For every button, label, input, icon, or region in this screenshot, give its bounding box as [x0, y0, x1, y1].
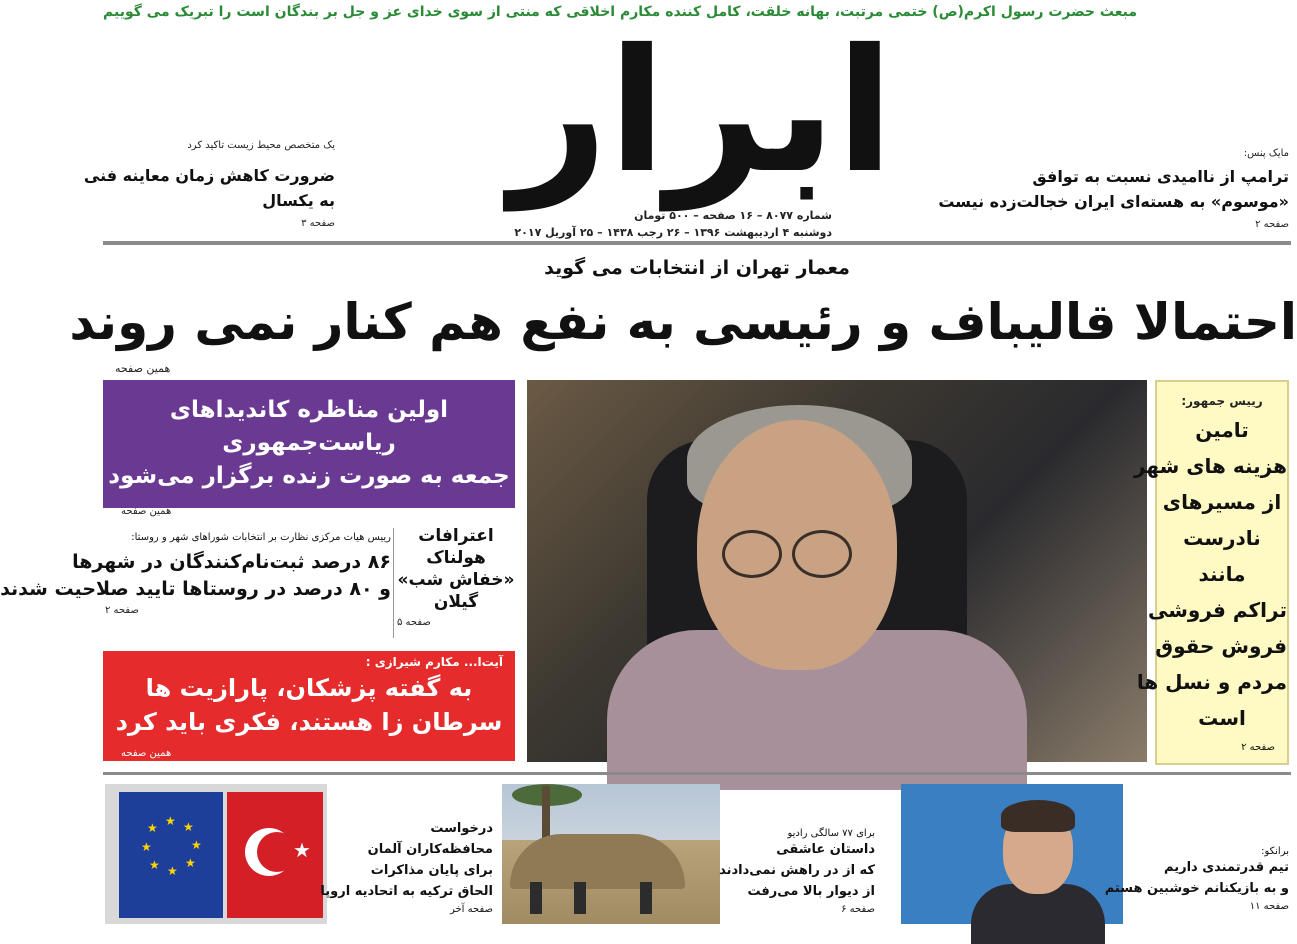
side-left-headline-1: ضرورت کاهش زمان معاینه فنی — [83, 166, 335, 185]
president-quote-text — [1133, 415, 1287, 733]
parasite-kicker: آیت‌ا... مکارم شیرازی : — [365, 655, 503, 669]
quote-line: تامین — [1195, 418, 1249, 442]
branko-page: صفحه ۱۱ — [1249, 901, 1289, 912]
confessions-line: اعترافات — [418, 526, 494, 546]
svg-text:ابرار: ابرار — [510, 13, 894, 211]
side-right-headline-2: «موسوم» به هسته‌ای ایران خجالت‌زده نیست — [938, 192, 1289, 211]
president-quote-page: صفحه ۲ — [1241, 742, 1275, 753]
parasite-line: به گفته پزشکان، پارازیت ها — [145, 674, 473, 702]
side-left-page: صفحه ۳ — [301, 218, 335, 229]
turkey-line: برای پایان مذاکرات — [370, 863, 493, 878]
quote-line: مردم و نسل ها — [1136, 670, 1287, 694]
quote-line: فروش حقوق — [1155, 634, 1287, 658]
turkey-line: محافظه‌کاران آلمان — [367, 842, 493, 857]
confessions-line: «خفاش شب» — [397, 570, 515, 590]
side-story-right[interactable] — [938, 148, 1289, 230]
quote-line: است — [1198, 706, 1246, 730]
side-right-kicker: مایک پنس: — [1243, 148, 1289, 159]
radio-kicker: برای ۷۷ سالگی رادیو — [787, 828, 875, 839]
registration-line: و ۸۰ درصد در روستاها تایید صلاحیت شدند — [0, 578, 391, 600]
debate-page: همین صفحه — [121, 506, 172, 517]
radio-photo — [502, 784, 720, 924]
coach-photo — [901, 784, 1123, 924]
registration-story[interactable] — [0, 532, 391, 616]
parasite-page: همین صفحه — [121, 748, 172, 759]
president-quote-label: رییس جمهور: — [1181, 394, 1263, 408]
parasite-box[interactable] — [103, 651, 515, 761]
registration-line: ۸۶ درصد ثبت‌نام‌کنندگان در شهرها — [72, 551, 391, 573]
president-quote-box[interactable] — [1133, 380, 1289, 765]
turkey-line: درخواست — [430, 821, 493, 836]
quote-line: هزینه های شهر — [1133, 454, 1287, 478]
confessions-page: صفحه ۵ — [397, 617, 431, 628]
side-left-headline-2: به یکسال — [262, 191, 335, 210]
quote-line: نادرست — [1183, 526, 1261, 550]
lead-kicker: معمار تهران از انتخابات می گوید — [544, 257, 850, 279]
header-divider — [103, 241, 1291, 245]
lead-page: همین صفحه — [115, 362, 171, 375]
debate-line: اولین مناظره کاندیداهای — [169, 397, 449, 423]
parasite-line: سرطان زا هستند، فکری باید کرد — [115, 708, 503, 736]
confessions-line: گیلان — [433, 592, 479, 612]
radio-line: که از در راهش نمی‌دادند — [719, 863, 875, 878]
radio-story[interactable] — [719, 828, 875, 915]
quote-line: مانند — [1198, 562, 1246, 586]
side-story-left[interactable] — [83, 140, 335, 229]
side-right-headline-1: ترامپ از ناامیدی نسبت به توافق — [1032, 167, 1289, 186]
column-divider — [393, 528, 394, 638]
side-right-page: صفحه ۲ — [1255, 219, 1289, 230]
registration-kicker: رییس هیات مرکزی نظارت بر انتخابات شوراهای شهر و روستا: — [131, 532, 391, 543]
debate-line: جمعه به صورت زنده برگزار می‌شود — [108, 463, 510, 489]
debate-box[interactable] — [103, 380, 515, 508]
turkey-line: الحاق ترکیه به اتحادیه اروپا — [320, 884, 493, 899]
issue-date: دوشنبه ۴ اردیبهشت ۱۳۹۶ – ۲۶ رجب ۱۴۳۸ – ۲۵ آوریل ۲۰۱۷ — [514, 226, 832, 239]
branko-kicker: برانکو: — [1261, 846, 1289, 857]
registration-page: صفحه ۲ — [105, 605, 139, 616]
confessions-story[interactable] — [397, 525, 515, 628]
debate-line: ریاست‌جمهوری — [222, 430, 396, 456]
bottom-divider — [103, 772, 1291, 775]
issue-line-1: شماره ۸۰۷۷ – ۱۶ صفحه – ۵۰۰ تومان — [634, 209, 832, 222]
side-left-kicker: یک متخصص محیط زیست تاکید کرد — [187, 140, 335, 151]
branko-line: و به بازیکنانم خوشبین هستم — [1104, 881, 1289, 896]
quote-line: از مسیرهای — [1162, 490, 1282, 514]
branko-story[interactable] — [1104, 846, 1289, 912]
turkey-eu-story[interactable] — [320, 818, 493, 915]
radio-line: داستان عاشقی — [776, 842, 875, 857]
confessions-line: هولناک — [426, 548, 486, 568]
top-banner: مبعث حضرت رسول اکرم(ص) ختمی مرتبت، بهانه خلقت، کامل کننده مکارم اخلاقی که منتی از سوی خدای عز و جل بر بندگان است را تبریک می گوییم — [103, 4, 1137, 20]
lead-photo — [527, 380, 1147, 762]
flags-photo: ★ ★ ★ ★ ★ ★ ★ ★ ★ — [105, 784, 327, 924]
radio-page: صفحه ۶ — [841, 904, 875, 915]
lead-headline[interactable]: احتمالا قالیباف و رئیسی به نفع هم کنار نمی روند — [69, 293, 1297, 351]
branko-line: تیم قدرتمندی داریم — [1164, 860, 1289, 875]
issue-info — [514, 207, 832, 241]
radio-line: از دیوار بالا می‌رفت — [747, 884, 875, 899]
quote-line: تراکم فروشی — [1148, 598, 1287, 622]
turkey-page: صفحه آخر — [449, 904, 493, 915]
newspaper-logo — [510, 13, 894, 211]
